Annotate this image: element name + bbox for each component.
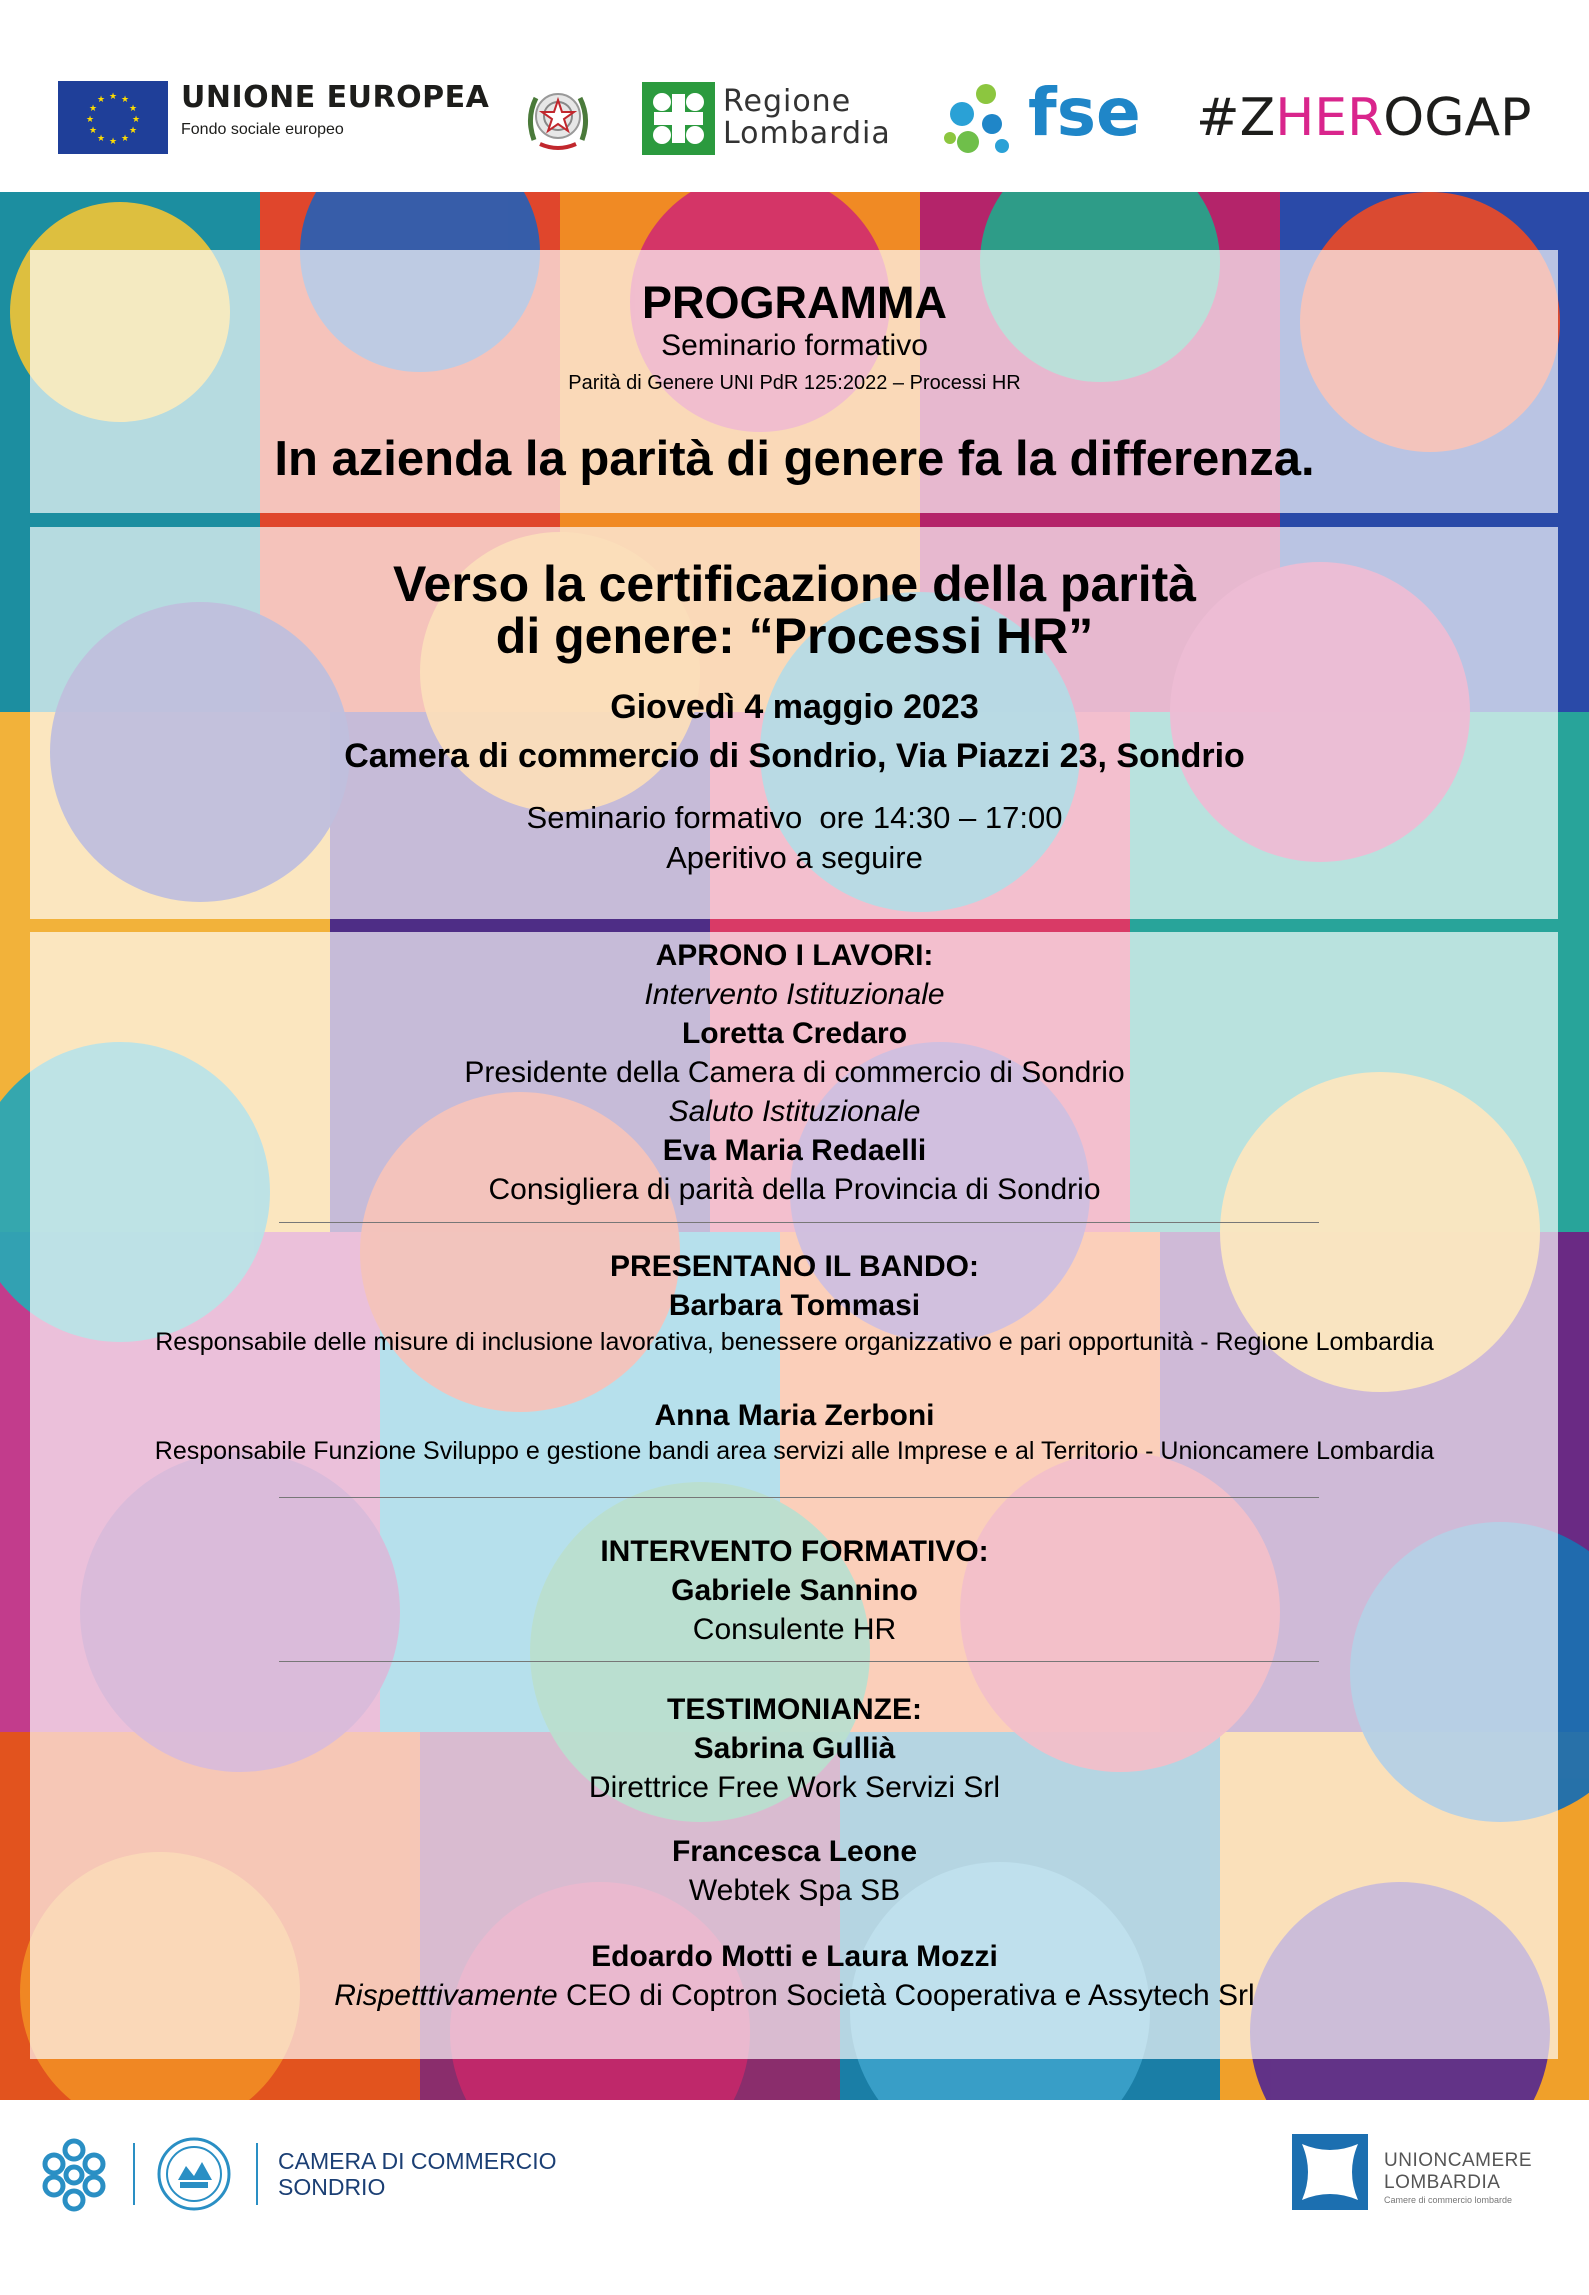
opening-intervento: Intervento Istituzionale: [644, 978, 945, 1011]
bando-role1: Responsabile delle misure di inclusione lavorativa, benessere organizzativo e pari opportunità - Regione Lombardia: [155, 1328, 1434, 1356]
camera-commercio-mark-icon: [36, 2136, 112, 2212]
slogan: In azienda la parità di genere fa la differenza.: [274, 432, 1315, 486]
svg-text:★: ★: [85, 115, 95, 125]
hashtag-suffix: OGAP: [1383, 88, 1532, 148]
program-heading: PROGRAMMA: [642, 277, 947, 328]
opening-role1: Presidente della Camera di commercio di Sondrio: [464, 1056, 1125, 1089]
opening-saluto: Saluto Istituzionale: [668, 1095, 921, 1128]
bando-role2: Responsabile Funzione Sviluppo e gestione bandi area servizi alle Imprese e al Territorio - Unioncamere Lombardia: [154, 1437, 1435, 1465]
regione-line1: Regione: [723, 84, 852, 119]
eu-title: UNIONE EUROPEA: [181, 80, 490, 115]
svg-text:★: ★: [88, 126, 98, 136]
event-title-line2: di genere: “Processi HR”: [495, 608, 1094, 664]
opening-speaker2: Eva Maria Redaelli: [662, 1134, 927, 1167]
footer-divider: [133, 2143, 135, 2205]
standard-reference: Parità di Genere UNI PdR 125:2022 – Processi HR: [568, 372, 1021, 394]
hashtag-highlight: HER: [1275, 88, 1384, 148]
uc-line1: UNIONCAMERE: [1384, 2150, 1533, 2171]
event-time: Seminario formativo ore 14:30 – 17:00: [526, 800, 1063, 835]
testimonial-role1: Direttrice Free Work Servizi Srl: [588, 1771, 1001, 1804]
regione-line2: Lombardia: [723, 116, 891, 151]
svg-text:★: ★: [96, 95, 106, 105]
cc-line2: SONDRIO: [278, 2174, 386, 2200]
hashtag-prefix: #Z: [1196, 88, 1276, 148]
fse-molecule-icon: [940, 80, 1014, 158]
testimonials-heading: TESTIMONIANZE:: [667, 1693, 922, 1726]
footer-divider: [256, 2143, 258, 2205]
eu-subtitle: Fondo sociale europeo: [181, 121, 344, 138]
italian-republic-emblem-icon: [522, 80, 594, 156]
regione-lombardia-cross-icon: [642, 82, 715, 155]
svg-text:★: ★: [108, 92, 118, 102]
event-place: Camera di commercio di Sondrio, Via Piazzi 23, Sondrio: [344, 737, 1245, 775]
svg-text:★: ★: [96, 134, 106, 144]
fse-text: fse: [1028, 74, 1141, 151]
svg-text:★: ★: [88, 104, 98, 114]
testimonial-role3-italic: Rispetttivamente: [334, 1979, 558, 2012]
unioncamere-square-icon: [1292, 2134, 1368, 2210]
eu-logo-text: [181, 80, 489, 139]
event-aperitivo: Aperitivo a seguire: [666, 840, 923, 875]
separator-line: [279, 1497, 1319, 1498]
svg-text:★: ★: [120, 95, 130, 105]
cc-line1: CAMERA DI COMMERCIO: [278, 2148, 557, 2174]
sondrio-seal-icon: [156, 2136, 232, 2212]
zherogap-hashtag: [1196, 88, 1531, 148]
unioncamere-text: [1384, 2150, 1532, 2206]
testimonial-speaker1: Sabrina Gullià: [693, 1732, 896, 1765]
separator-line: [279, 1222, 1319, 1223]
uc-line2: LOMBARDIA: [1384, 2172, 1501, 2193]
bando-speaker2: Anna Maria Zerboni: [654, 1399, 935, 1432]
event-date: Giovedì 4 maggio 2023: [610, 688, 979, 726]
event-title: [0, 558, 1589, 662]
testimonial-speaker2: Francesca Leone: [671, 1835, 918, 1868]
training-heading: INTERVENTO FORMATIVO:: [600, 1535, 989, 1568]
uc-tagline: Camere di commercio lombarde: [1384, 2195, 1513, 2205]
svg-text:★: ★: [120, 134, 130, 144]
opening-role2: Consigliera di parità della Provincia di Sondrio: [488, 1173, 1101, 1206]
eu-flag-icon: [58, 81, 168, 154]
training-speaker: Gabriele Sannino: [671, 1574, 918, 1607]
seminar-type: Seminario formativo: [661, 329, 928, 362]
svg-text:★: ★: [108, 137, 118, 147]
regione-lombardia-text: [723, 86, 891, 150]
svg-text:★: ★: [128, 104, 138, 114]
separator-line: [279, 1661, 1319, 1662]
svg-text:★: ★: [131, 115, 141, 125]
testimonial-role3-rest: CEO di Coptron Società Cooperativa e Assytech Srl: [557, 1979, 1255, 2012]
testimonial-speaker3: Edoardo Motti e Laura Mozzi: [591, 1940, 998, 1973]
camera-commercio-text: [278, 2148, 557, 2200]
bando-heading: PRESENTANO IL BANDO:: [610, 1250, 979, 1283]
testimonial-role3: [0, 1978, 1589, 2014]
event-title-line1: Verso la certificazione della parità: [392, 556, 1197, 612]
opening-speaker1: Loretta Credaro: [681, 1017, 908, 1050]
opening-heading: APRONO I LAVORI:: [655, 939, 934, 972]
testimonial-role2: Webtek Spa SB: [688, 1874, 901, 1907]
training-role: Consulente HR: [692, 1613, 897, 1646]
svg-text:★: ★: [128, 126, 138, 136]
bando-speaker1: Barbara Tommasi: [668, 1289, 921, 1322]
